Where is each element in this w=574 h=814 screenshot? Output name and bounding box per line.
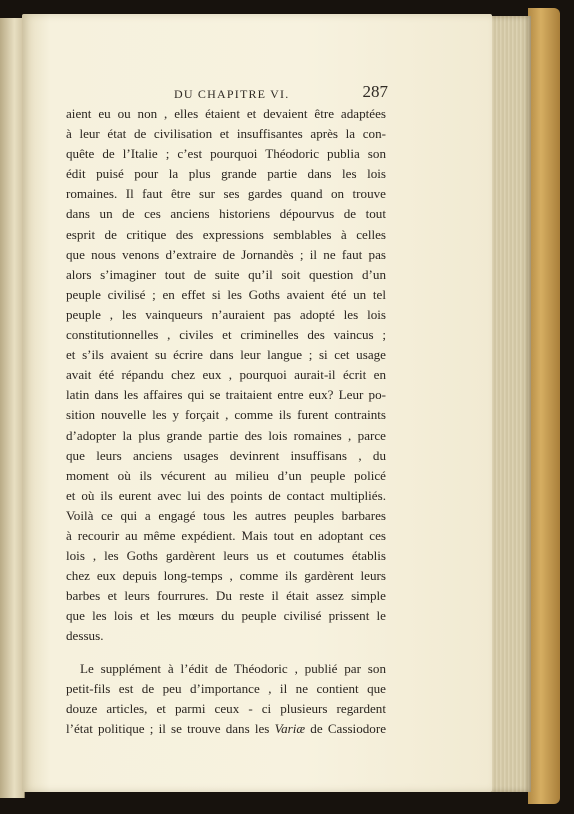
- text-line: peuple civilisé ; en effet si les Goths avaient été un tel: [66, 286, 386, 302]
- page-number: 287: [362, 82, 388, 101]
- text-line: avait été répandu chez eux , pourquoi aurait-il écrit en: [66, 367, 386, 383]
- text-line: Voilà ce qui a engagé tous les autres peuples barbares: [66, 507, 386, 523]
- text-line: douze articles, et parmi ceux - ci plusieurs regardent: [66, 700, 386, 716]
- text-line: chez eux depuis long-temps , comme ils gardèrent leurs: [66, 568, 386, 584]
- paragraph-1: [66, 104, 386, 647]
- text-line: à recourir au même expédient. Mais tout en adoptant ces: [66, 527, 386, 543]
- page-stack-edges: [487, 16, 531, 792]
- text-line: dans un de ces anciens historiens dépourvus de tout: [66, 206, 386, 222]
- text-line: à leur état de civilisation et insuffisantes après la con-: [66, 126, 386, 142]
- book-cover-edge: [528, 8, 560, 804]
- text-line: lois , les Goths gardèrent leurs us et coutumes établis: [66, 548, 386, 564]
- text-segment: l’état politique ; il se trouve dans les: [66, 720, 275, 736]
- text-line: que leurs anciens usages devinrent insuffisans , du: [66, 447, 386, 463]
- text-line: latin dans les affaires qui se traitaient entre eux? Leur po-: [66, 387, 386, 403]
- text-line: et où ils eurent avec lui des points de contact multipliés.: [66, 487, 386, 503]
- text-line: Le supplément à l’édit de Théodoric , publié par son: [80, 660, 386, 676]
- text-line: quête de l’Italie ; c’est pourquoi Théodoric publia son: [66, 146, 386, 162]
- text-line: aient eu ou non , elles étaient et devaient être adaptées: [66, 106, 386, 121]
- text-line: peuple , les vainqueurs n’auraient pas adopté les lois: [66, 306, 386, 322]
- text-line: et s’ils avaient su écrire dans leur langue ; si cet usage: [66, 347, 386, 363]
- text-line: barbes et leurs fourrures. Du reste il était assez simple: [66, 588, 386, 604]
- text-line: esprit de critique des expressions semblables à celles: [66, 226, 386, 242]
- text-line: sition nouvelle les y forçait , comme ils furent contraints: [66, 407, 386, 423]
- italic-title: Variæ: [274, 720, 306, 736]
- running-title: DU CHAPITRE VI.: [174, 87, 290, 101]
- text-line: romaines. Il faut être sur ses gardes quand on trouve: [66, 186, 386, 202]
- text-line: édit puisé pour la plus grande partie dans les lois: [66, 166, 386, 182]
- text-line: alors s’imaginer tout de suite qu’il soit question d’un: [66, 266, 386, 282]
- text-line: petit-fils est de peu d’importance , il ne contient que: [66, 680, 386, 696]
- text-line: d’adopter la plus grande partie des lois romaines , parce: [66, 427, 386, 443]
- page-body: [66, 104, 386, 739]
- text-line: dessus.: [66, 628, 104, 644]
- text-segment: de Cassiodore: [305, 720, 387, 736]
- text-line: que nous venons d’extraire de Jornandès ; il ne faut pas: [66, 246, 386, 262]
- text-line: constitutionnelles , civiles et criminelles des vaincus ;: [66, 327, 386, 343]
- paragraph-2: [66, 659, 386, 739]
- running-header: [136, 84, 388, 104]
- text-line: [66, 719, 386, 739]
- text-line: que les lois et les mœurs du peuple civilisé prissent le: [66, 608, 386, 624]
- text-line: moment où ils vécurent au milieu d’un peuple policé: [66, 467, 386, 483]
